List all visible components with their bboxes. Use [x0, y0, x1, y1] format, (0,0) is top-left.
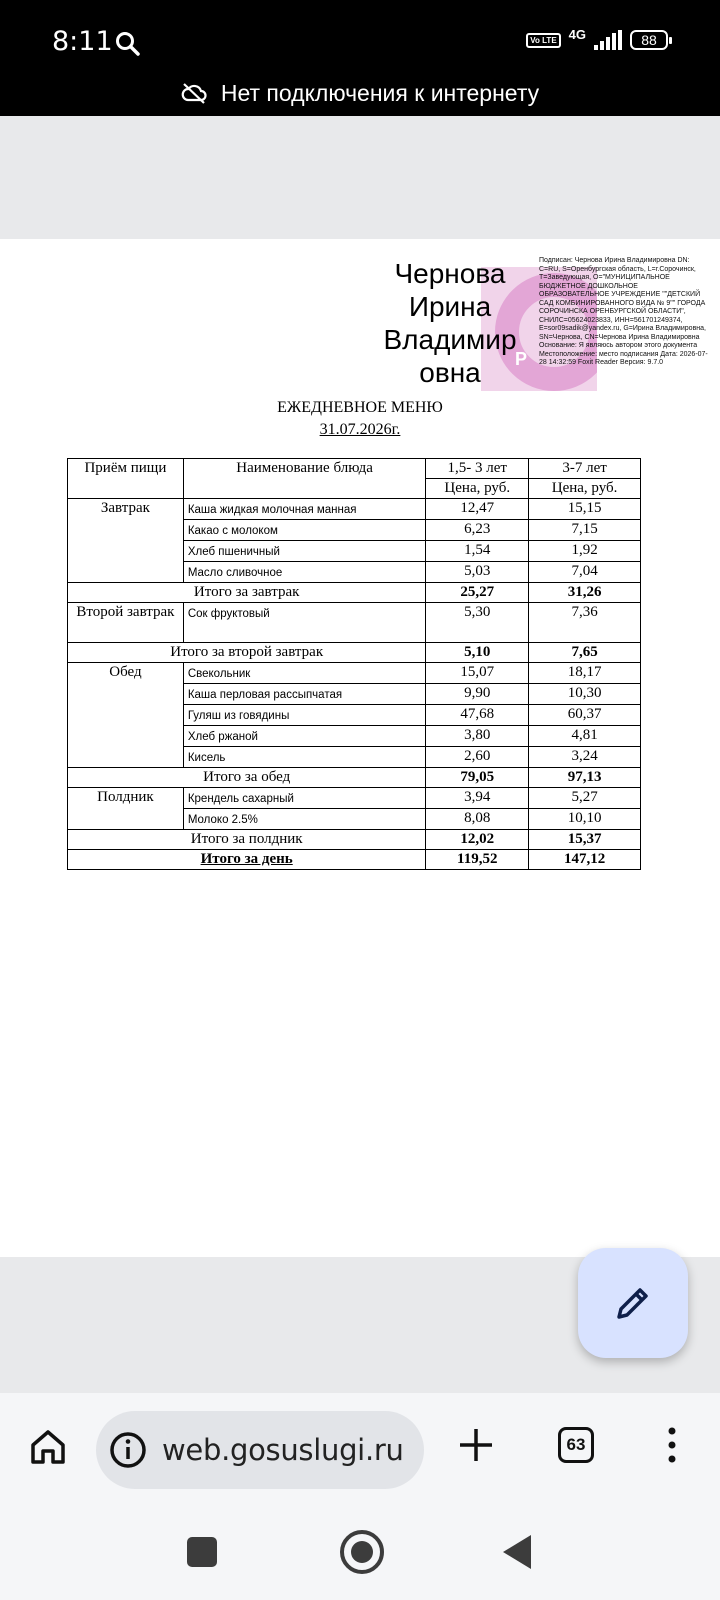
edit-button[interactable]: [578, 1248, 688, 1358]
info-icon[interactable]: [108, 1430, 148, 1470]
total-age2: 97,13: [529, 768, 641, 788]
price-age1: 5,30: [426, 603, 529, 643]
cloud-off-icon: [181, 82, 207, 104]
day-total-age2: 147,12: [529, 850, 641, 870]
meal-label: Второй завтрак: [68, 603, 184, 643]
volte-icon: Vo LTE: [526, 33, 560, 48]
dish-name: Свекольник: [183, 663, 426, 684]
total-age2: 31,26: [529, 583, 641, 603]
signature-stamp: Р: [481, 267, 597, 391]
price-age2: 60,37: [529, 705, 641, 726]
dish-name: Хлеб пшеничный: [183, 541, 426, 562]
dish-name: Масло сливочное: [183, 562, 426, 583]
table-row: [68, 499, 641, 520]
price-age2: 10,30: [529, 684, 641, 705]
price-age1: 12,47: [426, 499, 529, 520]
price-age2: 5,27: [529, 788, 641, 809]
price-age2: 3,24: [529, 747, 641, 768]
day-total-row: [68, 850, 641, 870]
offline-text: Нет подключения к интернету: [220, 79, 540, 106]
total-age2: 15,37: [529, 830, 641, 850]
price-age1: 47,68: [426, 705, 529, 726]
viewer-background-top: [0, 116, 720, 239]
new-tab-icon[interactable]: [456, 1425, 496, 1465]
dish-name: Хлеб ржаной: [183, 726, 426, 747]
search-icon: [115, 31, 141, 57]
battery-icon: 88: [630, 30, 668, 50]
menu-table: [67, 458, 641, 870]
price-age1: 6,23: [426, 520, 529, 541]
total-age1: 12,02: [426, 830, 529, 850]
price-age2: 7,04: [529, 562, 641, 583]
more-options-icon[interactable]: [662, 1425, 682, 1465]
dish-name: Какао с молоком: [183, 520, 426, 541]
meal-label: Обед: [68, 663, 184, 768]
price-age1: 3,80: [426, 726, 529, 747]
home-icon[interactable]: [28, 1427, 68, 1467]
table-row: [68, 788, 641, 809]
back-button[interactable]: [503, 1535, 531, 1569]
status-time: 8:11: [52, 26, 113, 57]
day-total-age1: 119,52: [426, 850, 529, 870]
total-row: [68, 768, 641, 788]
header-age1: 1,5- 3 лет: [426, 459, 529, 479]
meal-label: Полдник: [68, 788, 184, 830]
dish-name: Крендель сахарный: [183, 788, 426, 809]
header-price2: Цена, руб.: [529, 479, 641, 499]
home-button[interactable]: [340, 1530, 384, 1574]
price-age1: 2,60: [426, 747, 529, 768]
total-age1: 79,05: [426, 768, 529, 788]
network-type: 4G: [568, 26, 586, 42]
recents-button[interactable]: [187, 1537, 217, 1567]
header-price1: Цена, руб.: [426, 479, 529, 499]
price-age2: 10,10: [529, 809, 641, 830]
table-row: [68, 663, 641, 684]
price-age2: 7,15: [529, 520, 641, 541]
document-title: ЕЖЕДНЕВНОЕ МЕНЮ: [277, 399, 443, 416]
price-age1: 8,08: [426, 809, 529, 830]
price-age1: 15,07: [426, 663, 529, 684]
pencil-icon: [613, 1283, 653, 1323]
total-row: [68, 583, 641, 603]
table-row: [68, 603, 641, 643]
price-age2: 18,17: [529, 663, 641, 684]
total-age1: 5,10: [426, 643, 529, 663]
meal-label: Завтрак: [68, 499, 184, 583]
header-dish: Наименование блюда: [183, 459, 426, 499]
total-label: Итого за завтрак: [68, 583, 426, 603]
total-label: Итого за обед: [68, 768, 426, 788]
price-age2: 4,81: [529, 726, 641, 747]
offline-banner: [0, 70, 720, 116]
document-page: [0, 239, 720, 1257]
tab-switcher-button[interactable]: 63: [558, 1427, 594, 1463]
address-bar[interactable]: [96, 1411, 424, 1489]
total-label: Итого за второй завтрак: [68, 643, 426, 663]
day-total-label: Итого за день: [200, 851, 293, 867]
price-age2: 15,15: [529, 499, 641, 520]
browser-toolbar: [0, 1393, 720, 1505]
dish-name: Каша жидкая молочная манная: [183, 499, 426, 520]
price-age2: 1,92: [529, 541, 641, 562]
dish-name: Сок фруктовый: [183, 603, 426, 643]
price-age1: 5,03: [426, 562, 529, 583]
status-indicators: [526, 26, 668, 50]
total-age2: 7,65: [529, 643, 641, 663]
signature-info: Подписан: Чернова Ирина Владимировна DN: C=RU, S=Оренбургская область, L=г.Сорочинск, T=Заведующая, O="МУНИЦИПАЛЬНОЕ БЮДЖЕТНОЕ ДОШКОЛЬНОЕ ОБРАЗОВАТЕЛЬНОЕ УЧРЕЖДЕНИЕ ""ДЕТСКИЙ САД КОМБИНИРОВАННОГО ВИДА № 9"" ГОРОДА СОРОЧИНСКА ОРЕНБУРГСКОЙ ОБЛАСТИ", СНИЛС=05624023833, ИНН=561701249374, E=sor09sadik@yandex.ru, G=Ирина Владимировна, SN=Чернова, CN=Чернова Ирина Владимировна Основание: Я являюсь автором этого документа Местоположение: место подписания Дата: 2026-07-28 14:32:59 Foxit Reader Версия: 9.7.0: [539, 257, 708, 366]
dish-name: Кисель: [183, 747, 426, 768]
header-age2: 3-7 лет: [529, 459, 641, 479]
document-date: 31.07.2026г.: [319, 421, 401, 438]
dish-name: Каша перловая рассыпчатая: [183, 684, 426, 705]
dish-name: Молоко 2.5%: [183, 809, 426, 830]
price-age2: 7,36: [529, 603, 641, 643]
signal-icon: [594, 30, 622, 50]
price-age1: 1,54: [426, 541, 529, 562]
price-age1: 9,90: [426, 684, 529, 705]
system-nav-bar: [0, 1505, 720, 1600]
signer-name: Чернова Ирина Владимир овна: [383, 258, 517, 388]
url-text[interactable]: web.gosuslugi.ru: [162, 1433, 404, 1467]
price-age1: 3,94: [426, 788, 529, 809]
header-meal: Приём пищи: [68, 459, 184, 499]
total-label: Итого за полдник: [68, 830, 426, 850]
total-row: [68, 830, 641, 850]
total-row: [68, 643, 641, 663]
table-header-row: [68, 459, 641, 479]
day-total-label-cell: [68, 850, 426, 870]
total-age1: 25,27: [426, 583, 529, 603]
dish-name: Гуляш из говядины: [183, 705, 426, 726]
